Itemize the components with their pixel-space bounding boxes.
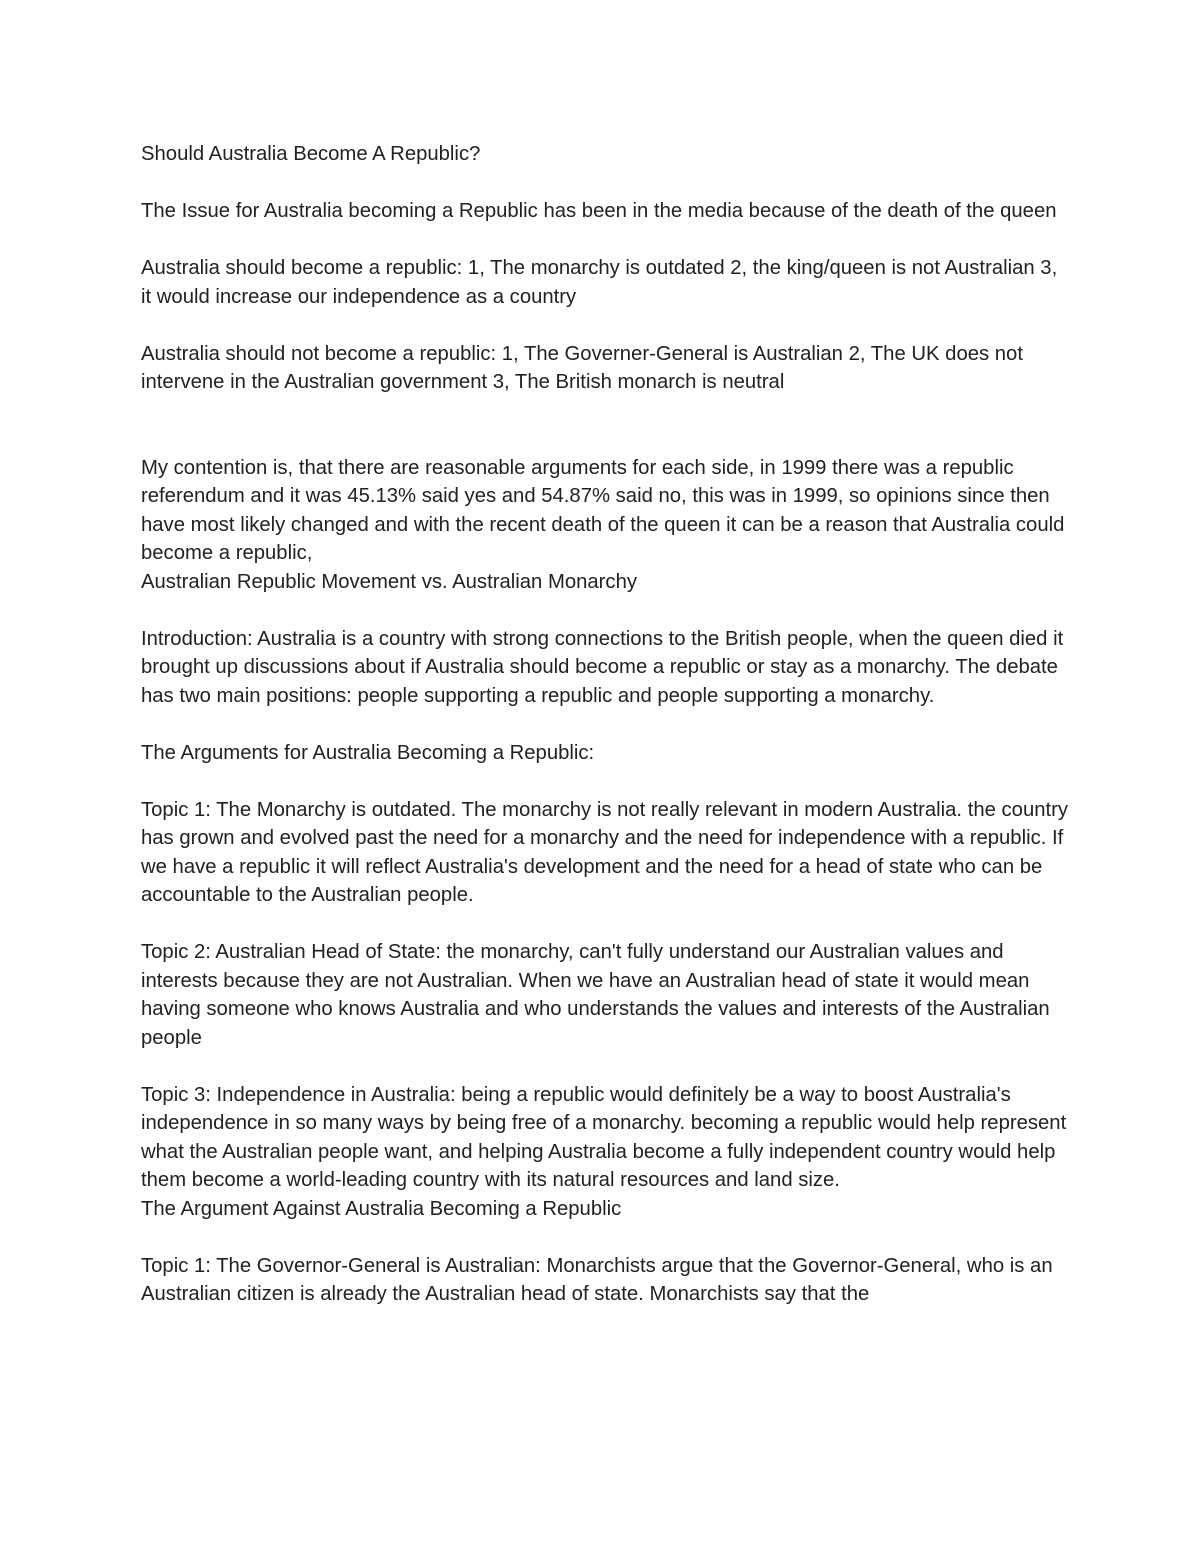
document-title: Should Australia Become A Republic? bbox=[141, 143, 481, 165]
spacer bbox=[141, 710, 1071, 739]
spacer bbox=[141, 767, 1071, 796]
document-page bbox=[141, 140, 1071, 1309]
spacer bbox=[141, 1052, 1071, 1081]
for-summary-paragraph: Australia should become a republic: 1, The monarchy is outdated 2, the king/queen is not Australian 3, it would increase our independence as a country bbox=[141, 257, 1058, 308]
for-topic-2: Topic 2: Australian Head of State: the monarchy, can't fully understand our Australian values and interests because they are not Australian. When we have an Australian head of state it would mean having someone who knows Australia and who understands the values and interests of the Australian people bbox=[141, 941, 1050, 1049]
for-topic-3: Topic 3: Independence in Australia: being a republic would definitely be a way to boost Australia's independence in so many ways by being free of a monarchy. becoming a republic would help represent what the Australian people want, and helping Australia become a fully independent country would help them become a world-leading country with its natural resources and land size. bbox=[141, 1083, 1067, 1191]
versus-line: Australian Republic Movement vs. Australian Monarchy bbox=[141, 570, 637, 593]
spacer bbox=[141, 910, 1071, 939]
spacer bbox=[141, 397, 1071, 454]
against-topic-1: Topic 1: The Governor-General is Australian: Monarchists argue that the Governor-General, who is an Australian citizen is already the Australian head of state. Monarchists say that the bbox=[141, 1254, 1053, 1305]
spacer bbox=[141, 226, 1071, 255]
against-heading: The Argument Against Australia Becoming a Republic bbox=[141, 1197, 622, 1220]
spacer bbox=[141, 1223, 1071, 1252]
introduction-paragraph: Introduction: Australia is a country with strong connections to the British people, when the queen died it brought up discussions about if Australia should become a republic or stay as a monarchy. The debate has two main positions: people supporting a republic and people supporting a monarchy. bbox=[141, 627, 1064, 707]
spacer bbox=[141, 169, 1071, 198]
for-heading: The Arguments for Australia Becoming a Republic: bbox=[141, 741, 595, 764]
spacer bbox=[141, 596, 1071, 625]
spacer bbox=[141, 311, 1071, 340]
contention-paragraph: My contention is, that there are reasonable arguments for each side, in 1999 there was a republic referendum and it was 45.13% said yes and 54.87% said no, this was in 1999, so opinions since then have most likely changed and with the recent death of the queen it can be a reason that Australia could become a republic, bbox=[141, 456, 1065, 564]
issue-paragraph: The Issue for Australia becoming a Republic has been in the media because of the death of the queen bbox=[141, 200, 1057, 222]
for-topic-1: Topic 1: The Monarchy is outdated. The monarchy is not really relevant in modern Australia. the country has grown and evolved past the need for a monarchy and the need for independence with a republic. If we have a republic it will reflect Australia's development and the need for a head of state who can be accountable to the Australian people. bbox=[141, 798, 1069, 906]
against-summary-paragraph: Australia should not become a republic: 1, The Governer-General is Australian 2, The UK does not intervene in the Australian government 3, The British monarch is neutral bbox=[141, 342, 1023, 393]
